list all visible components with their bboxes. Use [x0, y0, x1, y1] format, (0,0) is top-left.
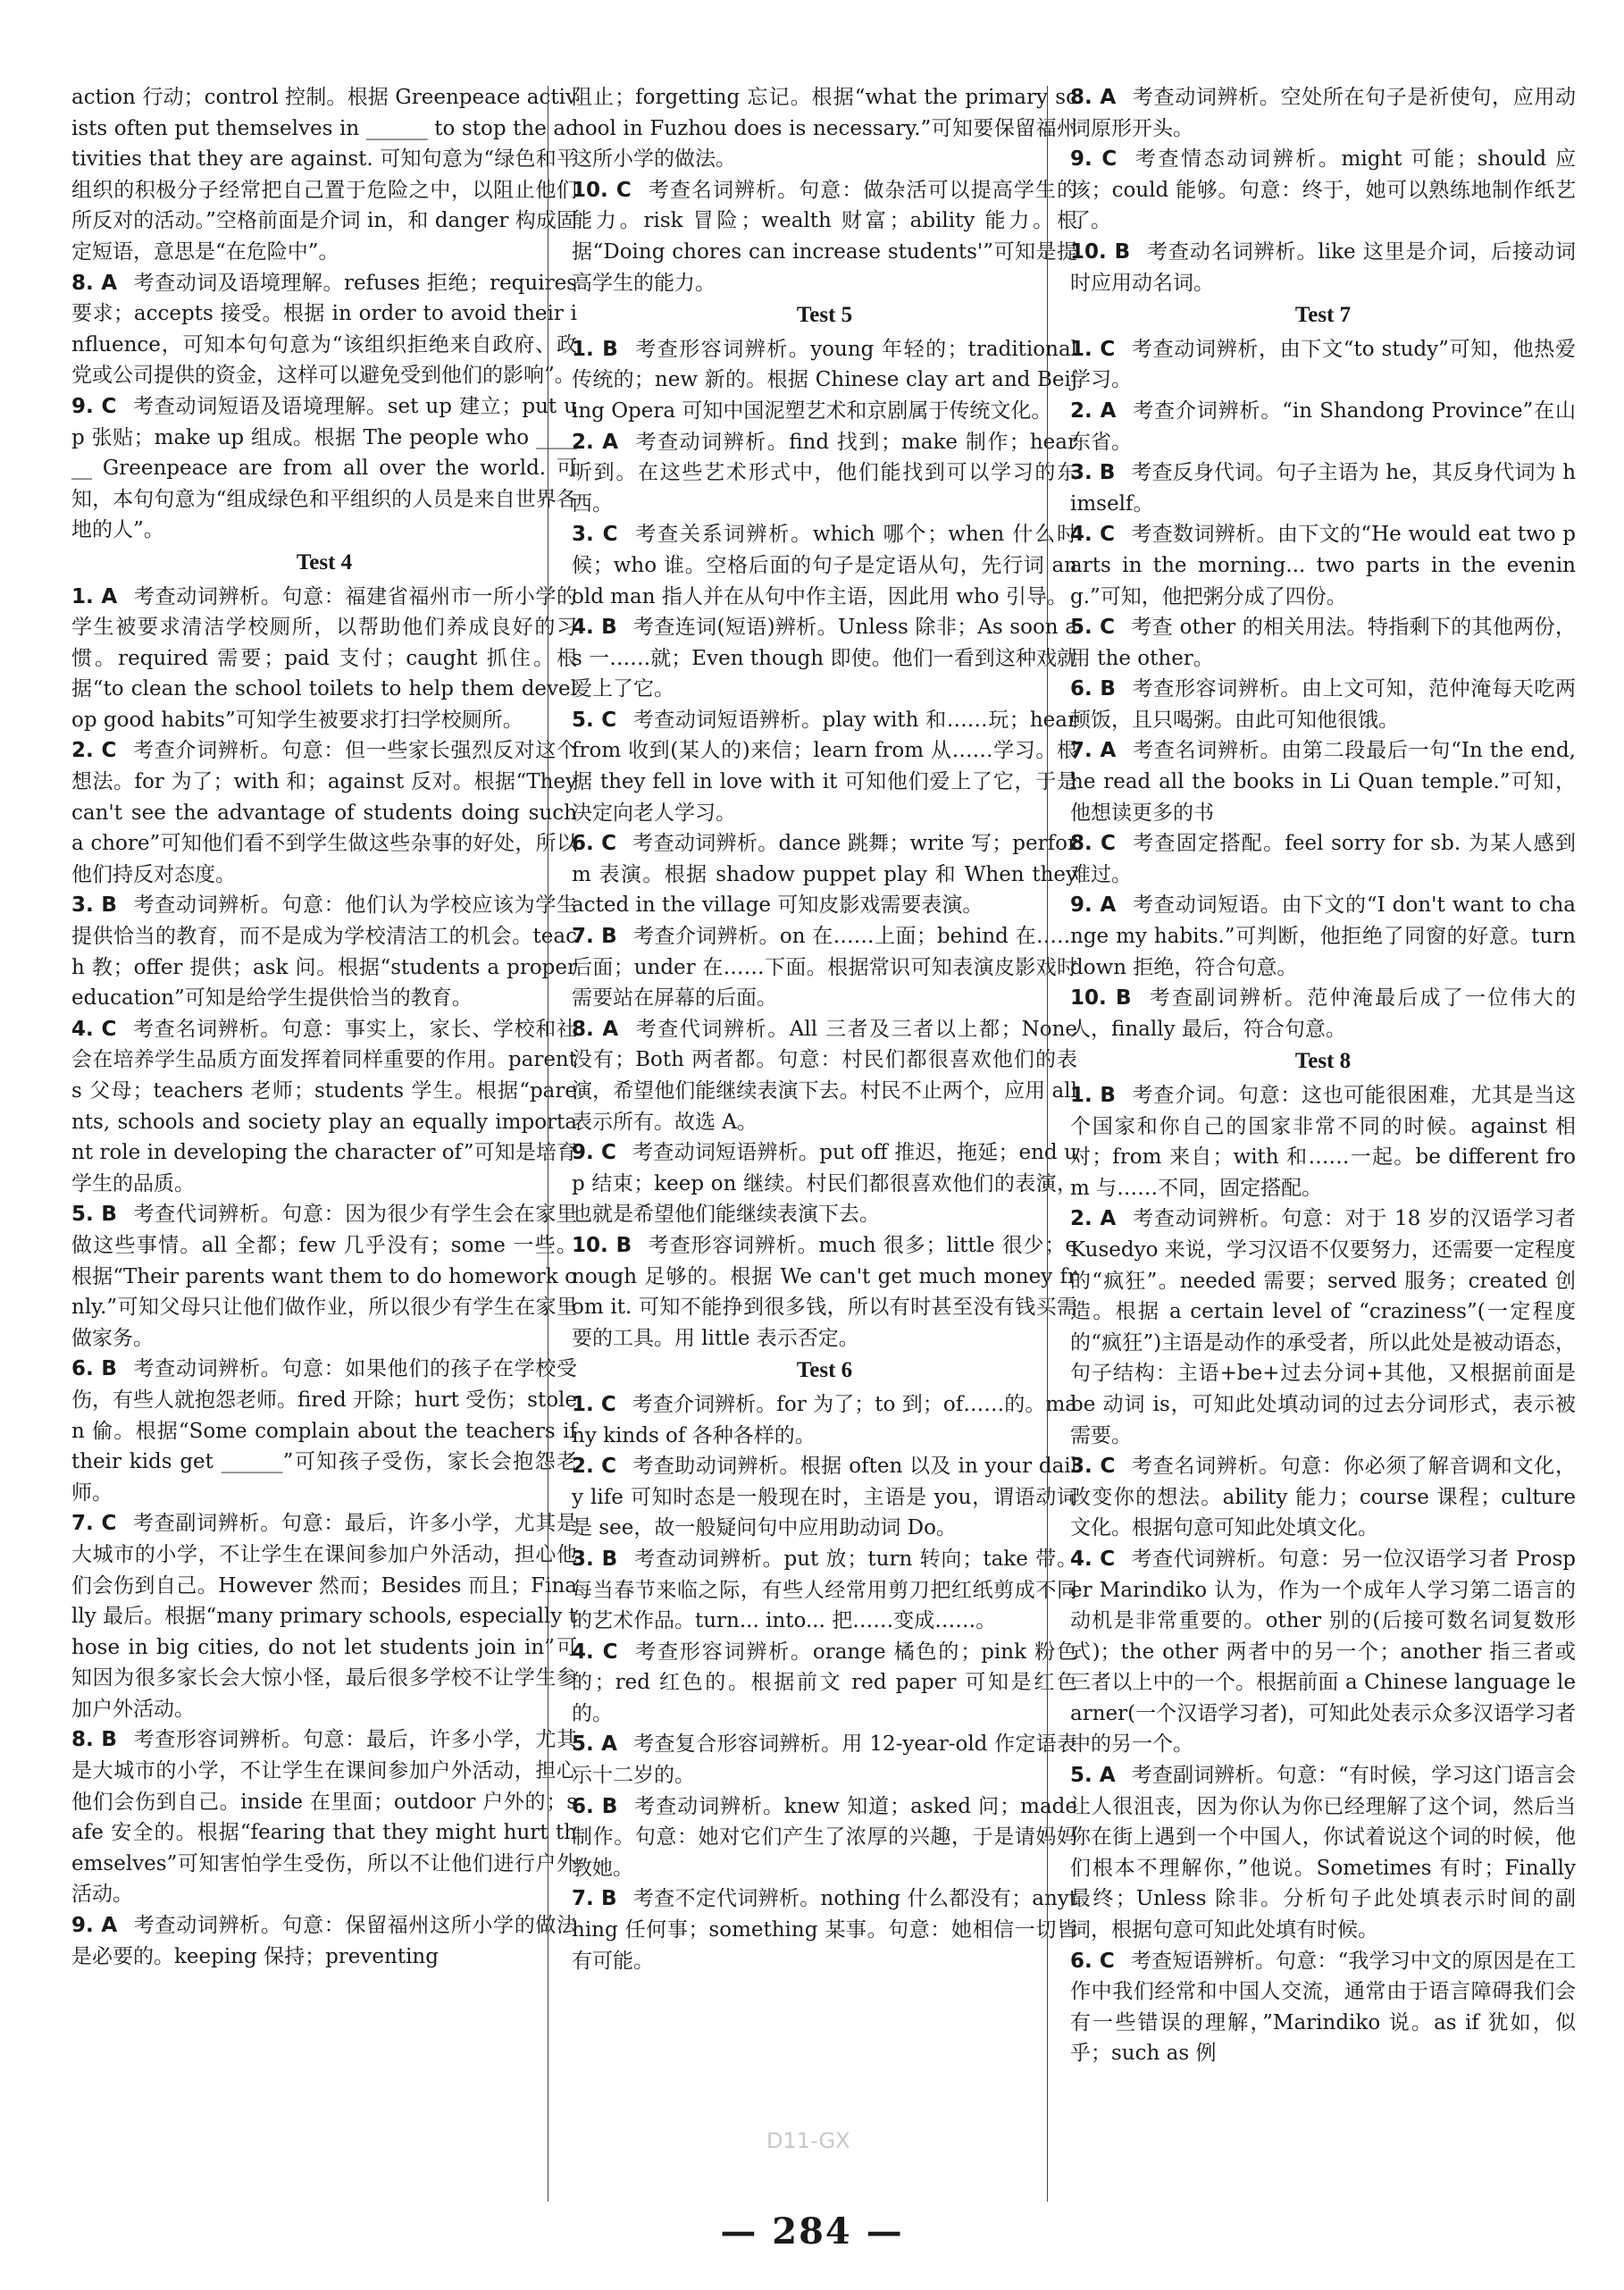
answer-number: 3. C	[572, 523, 618, 547]
page-number: — 284 —	[720, 2210, 904, 2252]
answer-item	[572, 921, 1077, 1014]
answer-item	[572, 82, 1077, 175]
answer-explanation: 考查形容词辨析。orange 橘色的；pink 粉色的；red 红色的。根据前文 red paper 可知是红色的。	[572, 1640, 1077, 1725]
answer-item	[71, 890, 577, 1013]
answer-item	[1070, 237, 1576, 298]
answer-item	[572, 519, 1077, 612]
answer-item	[71, 391, 577, 546]
answer-column-middle	[572, 82, 1077, 1976]
answer-explanation: 考查代词辨析。句意：另一位汉语学习者 Prosper Marindiko 认为，作为一个成年人学习第二语言的动机是非常重要的。other 别的(后接可数名词复数形式)；the other 两者中的另一个；another 指三者或三者以上中的一个。根据前面 a Chinese language learner(一个汉语学习者)，可知此处表示众多汉语学习者中的另一个。	[1070, 1547, 1576, 1757]
answer-explanation: 考查代词辨析。All 三者及三者以上都；None 没有；Both 两者都。句意：村民们都很喜欢他们的表演，希望他们能继续表演下去。村民不止两个，应用 all 表示所有。故选 A。	[572, 1017, 1077, 1134]
test-heading: Test 8	[1294, 1049, 1352, 1074]
answer-number: 4. C	[1070, 1547, 1116, 1571]
answer-item	[71, 1910, 577, 1972]
answer-number: 1. B	[1070, 1084, 1116, 1107]
answer-item	[572, 828, 1077, 921]
answer-explanation: 考查副词辨析。句意：最后，许多小学，尤其是大城市的小学，不让学生在课间参加户外活动，担心他们会伤到自己。However 然而；Besides 而且；Finally 最后。根据“many primary schools, especially those in big cities, do not let students join in”可知因为很多家长会大惊小怪，最后很多学校不让学生参加户外活动。	[71, 1512, 577, 1721]
answer-explanation: 考查反身代词。句子主语为 he，其反身代词为 himself。	[1070, 461, 1577, 516]
answer-item	[1070, 1451, 1576, 1544]
answer-item	[71, 1014, 577, 1200]
answer-explanation: 考查代词辨析。句意：因为很少有学生会在家里做这些事情。all 全都；few 几乎没有；some 一些。根据“Their parents want them to do homework only.”可知父母只让他们做作业，所以很少有学生在家里做家务。	[71, 1203, 578, 1350]
answer-number: 5. C	[1070, 616, 1115, 640]
answer-item	[572, 1230, 1077, 1354]
answer-number: 4. C	[1070, 523, 1115, 547]
answer-item	[572, 427, 1077, 520]
answer-explanation: 考查动词辨析。find 找到；make 制作；hear 听到。在这些艺术形式中，他们能找到可以学习的东西。	[572, 430, 1077, 516]
answer-number: 7. B	[572, 1887, 617, 1911]
answer-number: 7. C	[71, 1512, 117, 1536]
answer-item	[1070, 1946, 1576, 2069]
answer-item	[1070, 519, 1576, 612]
answer-explanation: 考查动词辨析，由下文“to study”可知，他热爱学习。	[1070, 337, 1576, 392]
answer-number: 2. A	[1070, 398, 1117, 423]
answer-explanation: 考查动词辨析。句意：他们认为学校应该为学生提供恰当的教育，而不是成为学校清洁工的机会。teach 教；offer 提供；ask 问。根据“students a proper education”可知是给学生提供恰当的教育。	[71, 893, 578, 1011]
answer-item	[1070, 674, 1576, 735]
answer-explanation: 考查复合形容词辨析。用 12-year-old 作定语表示十二岁的。	[572, 1732, 1077, 1788]
answer-explanation: 考查形容词辨析。much 很多；little 很少；enough 足够的。根据 We can't get much money from it. 可知不能挣到很多钱，所以有时甚至没有钱买需要的工具。用 little 表示否定。	[572, 1233, 1077, 1350]
answer-item	[71, 735, 577, 890]
answer-column-right	[1070, 82, 1576, 2069]
answer-explanation: 阻止；forgetting 忘记。根据“what the primary school in Fuzhou does is necessary.”可知要保留福州这所小学的做法。	[572, 86, 1077, 172]
answer-item	[71, 268, 577, 391]
answer-number: 8. B	[71, 1728, 117, 1752]
answer-number: 6. B	[1070, 677, 1116, 701]
answer-item	[1070, 1544, 1576, 1760]
answer-number: 2. A	[1070, 1207, 1117, 1231]
answer-explanation: 考查动名词辨析。like 这里是介词，后接动词时应用动名词。	[1070, 239, 1576, 295]
answer-explanation: 考查名词辨析。句意：做杂活可以提高学生的能力。risk 冒险；wealth 财富；ability 能力。根据“Doing chores can increase students'”可知是提高学生的能力。	[572, 178, 1077, 295]
answer-item	[572, 1014, 1077, 1137]
answer-number: 3. C	[1070, 1455, 1116, 1479]
answer-explanation: 考查副词辨析。句意：“有时候，学习这门语言会让人很沮丧，因为你认为你已经理解了这个词，然后当你在街上遇到一个中国人，你试着说这个词的时候，他们根本不理解你，”他说。Sometimes 有时；Finally 最终；Unless 除非。分析句子此处填表示时间的副词，根据句意可知此处填有时候。	[1070, 1764, 1576, 1942]
answer-number: 4. C	[572, 1640, 618, 1664]
answer-item	[71, 1724, 577, 1910]
answer-number: 6. B	[572, 1794, 618, 1818]
answer-explanation: 考查动词辨析。句意：如果他们的孩子在学校受伤，有些人就抱怨老师。fired 开除；hurt 受伤；stolen 偷。根据“Some complain about the teachers if their kids get ______”可知孩子受伤，家长会抱怨老师。	[71, 1357, 578, 1505]
answer-item	[71, 1354, 577, 1508]
answer-column-left	[71, 82, 577, 1972]
answer-number: 1. C	[572, 1392, 616, 1416]
answer-explanation: 考查动词辨析。句意：保留福州这所小学的做法是必要的。keeping 保持；preventing	[71, 1914, 577, 1968]
answer-item	[1070, 1760, 1576, 1946]
watermark: D11-GX	[766, 2128, 850, 2153]
answer-explanation: 考查名词辨析。句意：事实上，家长、学校和社会在培养学生品质方面发挥着同样重要的作用。parents 父母；teachers 老师；students 学生。根据“parents, schools and society play an equally important role in developing the character of”可知是培育学生的品质。	[71, 1017, 577, 1195]
answer-number: 4. B	[572, 616, 617, 640]
answer-explanation: 考查形容词辨析。由上文可知，范仲淹每天吃两顿饭，且只喝粥。由此可知他很饿。	[1070, 677, 1577, 732]
test-heading: Test 7	[1294, 303, 1352, 328]
answer-explanation: 考查介词辨析。for 为了；to 到；of……的。many kinds of 各种各样的。	[572, 1392, 1077, 1447]
answer-number: 10. B	[1070, 239, 1131, 264]
answer-item	[71, 1199, 577, 1354]
answer-item	[1070, 828, 1576, 890]
answer-number: 8. A	[71, 271, 118, 295]
answer-explanation: 考查动词辨析。空处所在句子是祈使句，应用动词原形开头。	[1070, 86, 1576, 140]
answer-item	[1070, 396, 1576, 457]
answer-explanation: 考查动词辨析。句意：福建省福州市一所小学的学生被要求清洁学校厕所，以帮助他们养成良好的习惯。required 需要；paid 支付；caught 抓住。根据“to clean the school toilets to help them develop good habits”可知学生被要求打扫学校厕所。	[71, 584, 577, 732]
answer-number: 6. C	[572, 832, 616, 856]
answer-item	[572, 1389, 1077, 1451]
answer-number: 5. B	[71, 1203, 117, 1227]
answer-explanation: 考查名词辨析。句意：你必须了解音调和文化，改变你的想法。ability 能力；course 课程；culture 文化。根据句意可知此处填文化。	[1070, 1455, 1576, 1540]
answer-explanation: 考查动词辨析。knew 知道；asked 问；made 制作。句意：她对它们产生了浓厚的兴趣，于是请妈妈教她。	[572, 1794, 1077, 1880]
answer-number: 3. B	[1070, 461, 1116, 485]
answer-item	[572, 1637, 1077, 1730]
answer-explanation: 考查动词辨析。put 放；turn 转向；take 带。每当春节来临之际，有些人经常用剪刀把红纸剪成不同的艺术作品。turn... into... 把……变成……。	[572, 1547, 1077, 1633]
answer-item	[572, 1883, 1077, 1976]
answer-explanation: 考查动词短语及语境理解。set up 建立；put up 张贴；make up 组成。根据 The people who ______ Greenpeace are from all over the world. 可知，本句句意为“组成绿色和平组织的人员是来自世界各地的人”。	[71, 394, 578, 542]
answer-number: 7. A	[1070, 739, 1117, 763]
answer-item	[71, 582, 577, 736]
answer-number: 6. C	[1070, 1949, 1115, 1973]
test-heading: Test 5	[796, 303, 853, 328]
answer-explanation: 考查副词辨析。范仲淹最后成了一位伟大的人，finally 最后，符合句意。	[1070, 986, 1576, 1041]
answer-explanation: 考查介词辨析。on 在……上面；behind 在……后面；under 在……下面。根据常识可知表演皮影戏时需要站在屏幕的后面。	[572, 925, 1078, 1011]
answer-item	[71, 1508, 577, 1724]
answer-number: 1. C	[1070, 337, 1116, 361]
answer-explanation: 考查 other 的相关用法。特指剩下的其他两份，用 the other。	[1070, 616, 1576, 670]
answer-item	[572, 705, 1077, 828]
answer-item	[1070, 457, 1576, 519]
answer-explanation: 考查关系词辨析。which 哪个；when 什么时候；who 谁。空格后面的句子是定语从句，先行词 an old man 指人并在从句中作主语，因此用 who 引导。	[572, 523, 1077, 608]
answer-number: 8. A	[1070, 86, 1117, 109]
test-heading: Test 4	[296, 549, 353, 575]
answer-item	[1070, 334, 1576, 396]
answer-number: 2. C	[71, 739, 117, 763]
answer-item	[1070, 1080, 1576, 1204]
answer-explanation: 考查固定搭配。feel sorry for sb. 为某人感到难过。	[1070, 832, 1576, 886]
answer-number: 10. B	[1070, 986, 1132, 1011]
answer-number: 8. C	[1070, 832, 1116, 856]
answer-number: 4. C	[71, 1017, 117, 1041]
answer-explanation: 考查动词短语辨析。play with 和……玩；hear from 收到(某人的)来信；learn from 从……学习。根据 they fell in love with it 可知他们爱上了它，于是决定向老人学习。	[572, 708, 1077, 825]
answer-number: 9. C	[71, 394, 117, 418]
answer-number: 5. C	[572, 708, 617, 732]
answer-explanation: action 行动；control 控制。根据 Greenpeace activists often put themselves in ______ to stop the activities that they are against. 可知句意为“绿色和平组织的积极分子经常把自己置于危险之中，以阻止他们所反对的活动。”空格前面是介词 in，和 danger 构成固定短语，意思是“在危险中”。	[71, 86, 577, 264]
answer-explanation: 考查名词辨析。由第二段最后一句“In the end, he read all the books in Li Quan temple.”可知，他想读更多的书	[1070, 739, 1576, 825]
answer-item	[71, 82, 577, 268]
answer-item	[1070, 612, 1576, 674]
answer-number: 8. A	[572, 1017, 619, 1041]
answer-explanation: 考查动词辨析。句意：对于 18 岁的汉语学习者 Kusedyo 来说，学习汉语不仅要努力，还需要一定程度的“疯狂”。needed 需要；served 服务；created 创造。根据 a certain level of “craziness”(一定程度的“疯狂”)主语是动作的承受者，所以此处是被动语态，句子结构：主语+be+过去分词+其他，又根据前面是 be 动词 is，可知此处填动词的过去分词形式，表示被需要。	[1070, 1207, 1576, 1447]
answer-number: 5. A	[572, 1732, 617, 1757]
answer-explanation: 考查数词辨析。由下文的“He would eat two parts in the morning... two parts in the evening.”可知，他把粥分成了四份。	[1070, 523, 1576, 608]
answer-number: 1. A	[71, 584, 118, 608]
answer-number: 3. B	[572, 1547, 618, 1571]
answer-number: 1. B	[572, 337, 618, 361]
answer-number: 6. B	[71, 1357, 117, 1381]
answer-explanation: 考查形容词辨析。句意：最后，许多小学，尤其是大城市的小学，不让学生在课间参加户外活动，担心他们会伤到自己。inside 在里面；outdoor 户外的；safe 安全的。根据“fearing that they might hurt themselves”可知害怕学生受伤，所以不让他们进行户外活动。	[71, 1728, 578, 1907]
answer-number: 10. C	[572, 178, 632, 202]
answer-item	[1070, 144, 1576, 237]
answer-explanation: 考查短语辨析。句意：“我学习中文的原因是在工作中我们经常和中国人交流，通常由于语言障碍我们会有一些错误的理解，”Marindiko 说。as if 犹如，似乎；such as 例	[1070, 1949, 1576, 2066]
answer-explanation: 考查不定代词辨析。nothing 什么都没有；anything 任何事；something 某事。句意：她相信一切皆有可能。	[572, 1887, 1077, 1973]
answer-item	[1070, 983, 1576, 1044]
answer-item	[1070, 82, 1576, 144]
answer-explanation: 考查动词辨析。dance 跳舞；write 写；perform 表演。根据 shadow puppet play 和 When they acted in the village 可知皮影戏需要表演。	[572, 832, 1077, 918]
answer-item	[1070, 890, 1576, 983]
answer-number: 9. A	[71, 1914, 118, 1938]
answer-explanation: 考查动词及语境理解。refuses 拒绝；requires 要求；accepts 接受。根据 in order to avoid their influence，可知本句句意为“该组织拒绝来自政府、政党或公司提供的资金，这样可以避免受到他们的影响”。	[71, 271, 577, 388]
answer-item	[572, 612, 1077, 705]
answer-item	[572, 175, 1077, 298]
answer-item	[572, 334, 1077, 427]
answer-explanation: 考查动词短语辨析。put off 推迟，拖延；end up 结束；keep on 继续。村民们都很喜欢他们的表演，也就是希望他们能继续表演下去。	[572, 1141, 1077, 1227]
answer-item	[572, 1729, 1077, 1791]
answer-number: 9. C	[572, 1141, 616, 1165]
answer-item	[572, 1451, 1077, 1544]
answer-explanation: 考查介词。句意：这也可能很困难，尤其是当这个国家和你自己的国家非常不同的时候。against 相对；from 来自；with 和……一起。be different from 与……不同，固定搭配。	[1070, 1084, 1577, 1200]
answer-item	[572, 1544, 1077, 1637]
answer-number: 9. C	[1070, 147, 1118, 172]
answer-number: 10. B	[572, 1233, 632, 1257]
test-heading: Test 6	[796, 1358, 853, 1383]
answer-explanation: 考查情态动词辨析。might 可能；should 应该；could 能够。句意：终于，她可以熟练地制作纸艺了。	[1070, 147, 1576, 233]
column-divider	[1047, 86, 1048, 2202]
answer-explanation: 考查动词短语。由下文的“I don't want to change my habits.”可判断，他拒绝了同窗的好意。turn down 拒绝，符合句意。	[1070, 893, 1576, 979]
answer-explanation: 考查介词辨析。“in Shandong Province”在山东省。	[1070, 398, 1576, 454]
answer-item	[1070, 735, 1576, 828]
answer-number: 2. C	[572, 1455, 617, 1479]
answer-number: 3. B	[71, 893, 117, 918]
answer-explanation: 考查形容词辨析。young 年轻的；traditional 传统的；new 新的。根据 Chinese clay art and Beijing Opera 可知中国泥塑艺术和京剧属于传统文化。	[572, 337, 1078, 423]
answer-number: 2. A	[572, 430, 619, 454]
answer-number: 9. A	[1070, 893, 1117, 918]
answer-explanation: 考查助动词辨析。根据 often 以及 in your daily life 可知时态是一般现在时，主语是 you，谓语动词是 see，故一般疑问句中应用助动词 Do。	[572, 1455, 1077, 1540]
answer-item	[572, 1137, 1077, 1230]
answer-number: 7. B	[572, 925, 617, 949]
answer-item	[1070, 1204, 1576, 1451]
answer-item	[572, 1791, 1077, 1884]
answer-explanation: 考查介词辨析。句意：但一些家长强烈反对这个想法。for 为了；with 和；against 反对。根据“They can't see the advantage of students doing such a chore”可知他们看不到学生做这些杂事的好处，所以他们持反对态度。	[71, 739, 577, 886]
answer-number: 5. A	[1070, 1764, 1116, 1788]
answer-explanation: 考查连词(短语)辨析。Unless 除非；As soon as 一……就；Even though 即使。他们一看到这种戏就爱上了它。	[572, 616, 1077, 701]
